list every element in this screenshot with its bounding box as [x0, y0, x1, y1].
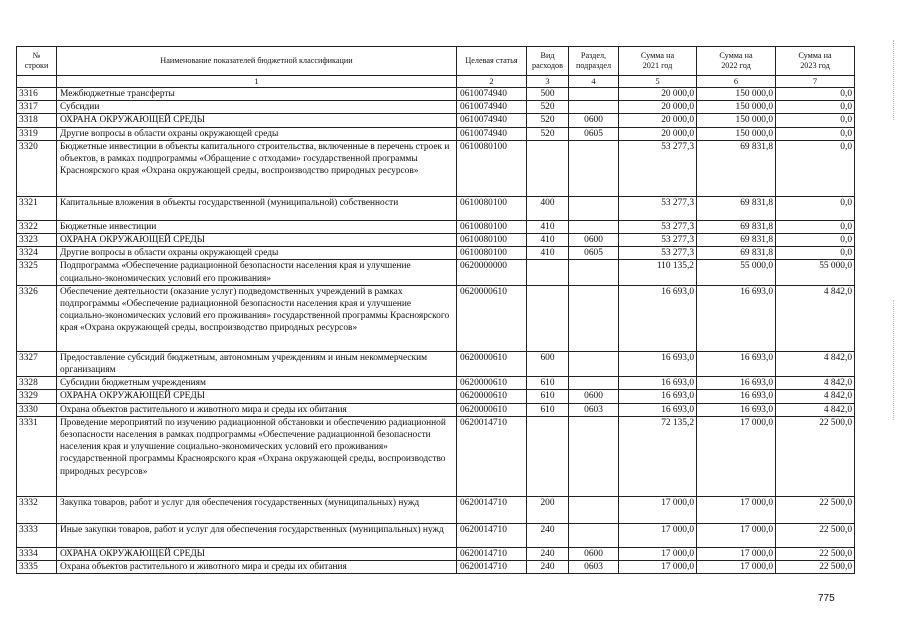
row-sum-2023: 0,0	[776, 88, 855, 101]
row-sum-2021: 20 000,0	[619, 88, 697, 101]
header-sum-2021: Сумма на 2021 год	[619, 47, 697, 76]
row-sum-2022: 16 693,0	[697, 285, 776, 351]
column-number: 2	[457, 76, 527, 88]
row-expense-type: 610	[527, 390, 569, 403]
row-expense-type: 240	[527, 547, 569, 560]
row-sum-2023: 22 500,0	[776, 496, 855, 523]
row-sum-2022: 150 000,0	[697, 114, 776, 127]
row-section	[569, 140, 619, 196]
row-section: 0600	[569, 114, 619, 127]
row-section: 0605	[569, 247, 619, 260]
row-sum-2022: 17 000,0	[697, 416, 776, 496]
row-name: Обеспечение деятельности (оказание услуг) подведомственных учреждений в рамках подпрограммы «Обеспечение радиационной безопасности населения края и улучшение социально-экономических условий его проживания» государственной программы Красноярского края «Охрана окружающей среды, воспроизводство природных ресурсов»	[57, 285, 457, 351]
row-sum-2022: 16 693,0	[697, 377, 776, 390]
table-row	[17, 561, 855, 574]
row-target-article: 0620014710	[457, 416, 527, 496]
row-target-article: 0620000610	[457, 403, 527, 416]
scan-edge-mark	[893, 40, 895, 120]
row-section: 0603	[569, 561, 619, 574]
row-name: ОХРАНА ОКРУЖАЮЩЕЙ СРЕДЫ	[57, 234, 457, 247]
row-expense-type: 520	[527, 127, 569, 140]
row-sum-2023: 0,0	[776, 196, 855, 220]
row-name: Подпрограмма «Обеспечение радиационной безопасности населения края и улучшение социально-экономических условий его проживания»	[57, 260, 457, 285]
row-name: Бюджетные инвестиции в объекты капитального строительства, включенные в перечень строек и объектов, в рамках подпрограммы «Обращение с отходами» государственной программы Красноярского края «Охрана окружающей среды, воспроизводство природных ресурсов»	[57, 140, 457, 196]
table-row	[17, 260, 855, 285]
row-name: Иные закупки товаров, работ и услуг для обеспечения государственных (муниципальных) нужд	[57, 523, 457, 547]
row-sum-2023: 4 842,0	[776, 285, 855, 351]
row-sum-2023: 0,0	[776, 101, 855, 114]
row-sum-2022: 150 000,0	[697, 127, 776, 140]
row-sum-2023: 4 842,0	[776, 390, 855, 403]
row-sum-2023: 0,0	[776, 140, 855, 196]
table-row	[17, 523, 855, 547]
column-number: 5	[619, 76, 697, 88]
row-sum-2022: 69 831,8	[697, 247, 776, 260]
row-name: Бюджетные инвестиции	[57, 220, 457, 233]
table-row	[17, 496, 855, 523]
row-expense-type: 400	[527, 196, 569, 220]
column-number: 7	[776, 76, 855, 88]
row-name: Охрана объектов растительного и животного мира и среды их обитания	[57, 403, 457, 416]
table-row	[17, 88, 855, 101]
row-section: 0603	[569, 403, 619, 416]
row-sum-2023: 0,0	[776, 127, 855, 140]
row-number: 3327	[17, 351, 57, 376]
header-name: Наименование показателей бюджетной классификации	[57, 47, 457, 76]
row-number: 3322	[17, 220, 57, 233]
table-row	[17, 196, 855, 220]
row-name: Другие вопросы в области охраны окружающей среды	[57, 247, 457, 260]
row-section	[569, 377, 619, 390]
row-target-article: 0620000000	[457, 260, 527, 285]
table-row	[17, 140, 855, 196]
row-expense-type	[527, 416, 569, 496]
row-section	[569, 351, 619, 376]
row-sum-2022: 17 000,0	[697, 547, 776, 560]
row-number: 3317	[17, 101, 57, 114]
row-section	[569, 220, 619, 233]
row-sum-2023: 4 842,0	[776, 377, 855, 390]
row-sum-2023: 22 500,0	[776, 523, 855, 547]
row-expense-type: 240	[527, 561, 569, 574]
row-name: ОХРАНА ОКРУЖАЮЩЕЙ СРЕДЫ	[57, 547, 457, 560]
row-sum-2021: 53 277,3	[619, 234, 697, 247]
row-sum-2022: 69 831,8	[697, 220, 776, 233]
row-sum-2023: 0,0	[776, 234, 855, 247]
row-name: Субсидии бюджетным учреждениям	[57, 377, 457, 390]
row-number: 3324	[17, 247, 57, 260]
row-target-article: 0620014710	[457, 523, 527, 547]
row-sum-2022: 150 000,0	[697, 101, 776, 114]
row-section	[569, 196, 619, 220]
header-target-article: Целевая статья	[457, 47, 527, 76]
row-sum-2023: 0,0	[776, 220, 855, 233]
row-expense-type	[527, 260, 569, 285]
table-body	[17, 88, 855, 574]
table-row	[17, 101, 855, 114]
table-row	[17, 416, 855, 496]
header-row-number: № строки	[17, 47, 57, 76]
column-number	[17, 76, 57, 88]
row-section	[569, 416, 619, 496]
row-sum-2021: 20 000,0	[619, 101, 697, 114]
row-expense-type: 200	[527, 496, 569, 523]
table-row	[17, 220, 855, 233]
row-sum-2023: 0,0	[776, 247, 855, 260]
table-row	[17, 547, 855, 560]
row-number: 3325	[17, 260, 57, 285]
row-target-article: 0620000610	[457, 390, 527, 403]
row-number: 3323	[17, 234, 57, 247]
row-target-article: 0620014710	[457, 561, 527, 574]
table-row	[17, 234, 855, 247]
row-target-article: 0610080100	[457, 247, 527, 260]
row-sum-2021: 53 277,3	[619, 247, 697, 260]
column-number: 6	[697, 76, 776, 88]
row-sum-2021: 53 277,3	[619, 196, 697, 220]
row-target-article: 0610080100	[457, 140, 527, 196]
row-target-article: 0620014710	[457, 547, 527, 560]
budget-table-sheet	[16, 46, 854, 574]
row-sum-2022: 16 693,0	[697, 351, 776, 376]
row-sum-2022: 69 831,8	[697, 196, 776, 220]
row-sum-2023: 22 500,0	[776, 416, 855, 496]
row-sum-2021: 17 000,0	[619, 523, 697, 547]
row-name: Предоставление субсидий бюджетным, автономным учреждениям и иным некоммерческим организациям	[57, 351, 457, 376]
row-number: 3320	[17, 140, 57, 196]
row-sum-2023: 22 500,0	[776, 561, 855, 574]
column-number-row	[17, 76, 855, 88]
row-name: ОХРАНА ОКРУЖАЮЩЕЙ СРЕДЫ	[57, 390, 457, 403]
row-section	[569, 101, 619, 114]
row-target-article: 0620000610	[457, 351, 527, 376]
row-sum-2021: 16 693,0	[619, 390, 697, 403]
row-number: 3329	[17, 390, 57, 403]
row-sum-2023: 0,0	[776, 114, 855, 127]
row-number: 3333	[17, 523, 57, 547]
row-sum-2023: 4 842,0	[776, 351, 855, 376]
table-header-row	[17, 47, 855, 76]
row-sum-2021: 20 000,0	[619, 114, 697, 127]
row-sum-2021: 110 135,2	[619, 260, 697, 285]
row-number: 3326	[17, 285, 57, 351]
row-number: 3331	[17, 416, 57, 496]
header-expense-type: Вид расходов	[527, 47, 569, 76]
row-expense-type: 500	[527, 88, 569, 101]
row-expense-type: 410	[527, 220, 569, 233]
row-sum-2022: 69 831,8	[697, 140, 776, 196]
row-name: Охрана объектов растительного и животного мира и среды их обитания	[57, 561, 457, 574]
row-name: Закупка товаров, работ и услуг для обеспечения государственных (муниципальных) нужд	[57, 496, 457, 523]
row-target-article: 0620000610	[457, 377, 527, 390]
scan-edge-mark	[893, 300, 895, 420]
table-row	[17, 351, 855, 376]
column-number: 3	[527, 76, 569, 88]
row-expense-type: 600	[527, 351, 569, 376]
header-sum-2023: Сумма на 2023 год	[776, 47, 855, 76]
row-number: 3318	[17, 114, 57, 127]
row-target-article: 0610074940	[457, 127, 527, 140]
row-sum-2021: 53 277,3	[619, 140, 697, 196]
row-sum-2022: 150 000,0	[697, 88, 776, 101]
row-sum-2021: 20 000,0	[619, 127, 697, 140]
row-expense-type: 410	[527, 234, 569, 247]
header-section: Раздел, подраздел	[569, 47, 619, 76]
row-number: 3330	[17, 403, 57, 416]
column-number: 4	[569, 76, 619, 88]
row-sum-2023: 22 500,0	[776, 547, 855, 560]
row-name: Капитальные вложения в объекты государственной (муниципальной) собственности	[57, 196, 457, 220]
row-expense-type: 410	[527, 247, 569, 260]
row-sum-2021: 16 693,0	[619, 285, 697, 351]
row-target-article: 0610080100	[457, 220, 527, 233]
row-target-article: 0610080100	[457, 234, 527, 247]
row-section: 0600	[569, 547, 619, 560]
column-number: 1	[57, 76, 457, 88]
row-section	[569, 285, 619, 351]
row-sum-2022: 55 000,0	[697, 260, 776, 285]
row-expense-type: 610	[527, 377, 569, 390]
row-sum-2022: 16 693,0	[697, 403, 776, 416]
row-number: 3321	[17, 196, 57, 220]
row-expense-type: 520	[527, 101, 569, 114]
row-number: 3335	[17, 561, 57, 574]
row-expense-type: 610	[527, 403, 569, 416]
budget-table	[16, 46, 855, 574]
row-sum-2021: 72 135,2	[619, 416, 697, 496]
row-sum-2021: 17 000,0	[619, 547, 697, 560]
row-sum-2021: 17 000,0	[619, 561, 697, 574]
row-sum-2021: 16 693,0	[619, 351, 697, 376]
row-sum-2021: 16 693,0	[619, 377, 697, 390]
row-number: 3316	[17, 88, 57, 101]
row-section	[569, 260, 619, 285]
row-target-article: 0610074940	[457, 114, 527, 127]
table-row	[17, 377, 855, 390]
row-expense-type: 240	[527, 523, 569, 547]
row-target-article: 0620014710	[457, 496, 527, 523]
row-section: 0600	[569, 390, 619, 403]
page-number: 775	[818, 593, 835, 604]
table-row	[17, 390, 855, 403]
row-sum-2022: 17 000,0	[697, 523, 776, 547]
row-name: Субсидии	[57, 101, 457, 114]
table-row	[17, 285, 855, 351]
row-number: 3319	[17, 127, 57, 140]
row-sum-2023: 4 842,0	[776, 403, 855, 416]
row-sum-2021: 17 000,0	[619, 496, 697, 523]
row-target-article: 0610080100	[457, 196, 527, 220]
row-sum-2021: 53 277,3	[619, 220, 697, 233]
row-expense-type	[527, 140, 569, 196]
row-name: ОХРАНА ОКРУЖАЮЩЕЙ СРЕДЫ	[57, 114, 457, 127]
row-name: Другие вопросы в области охраны окружающей среды	[57, 127, 457, 140]
row-sum-2022: 69 831,8	[697, 234, 776, 247]
row-target-article: 0620000610	[457, 285, 527, 351]
row-expense-type	[527, 285, 569, 351]
row-section	[569, 496, 619, 523]
table-row	[17, 403, 855, 416]
row-number: 3332	[17, 496, 57, 523]
row-expense-type: 520	[527, 114, 569, 127]
row-name: Межбюджетные трансферты	[57, 88, 457, 101]
table-row	[17, 127, 855, 140]
row-target-article: 0610074940	[457, 101, 527, 114]
table-row	[17, 114, 855, 127]
row-sum-2021: 16 693,0	[619, 403, 697, 416]
row-target-article: 0610074940	[457, 88, 527, 101]
header-sum-2022: Сумма на 2022 год	[697, 47, 776, 76]
row-sum-2023: 55 000,0	[776, 260, 855, 285]
row-sum-2022: 17 000,0	[697, 561, 776, 574]
row-name: Проведение мероприятий по изучению радиационной обстановки и обеспечению радиационной безопасности населения в рамках подпрограммы «Обеспечение радиационной безопасности населения края и улучшение социально-экономических условий его проживания» государственной программы Красноярского края «Охрана окружающей среды, воспроизводство природных ресурсов»	[57, 416, 457, 496]
row-number: 3328	[17, 377, 57, 390]
table-row	[17, 247, 855, 260]
row-section: 0600	[569, 234, 619, 247]
row-number: 3334	[17, 547, 57, 560]
row-section	[569, 523, 619, 547]
row-sum-2022: 16 693,0	[697, 390, 776, 403]
row-sum-2022: 17 000,0	[697, 496, 776, 523]
row-section	[569, 88, 619, 101]
row-section: 0605	[569, 127, 619, 140]
